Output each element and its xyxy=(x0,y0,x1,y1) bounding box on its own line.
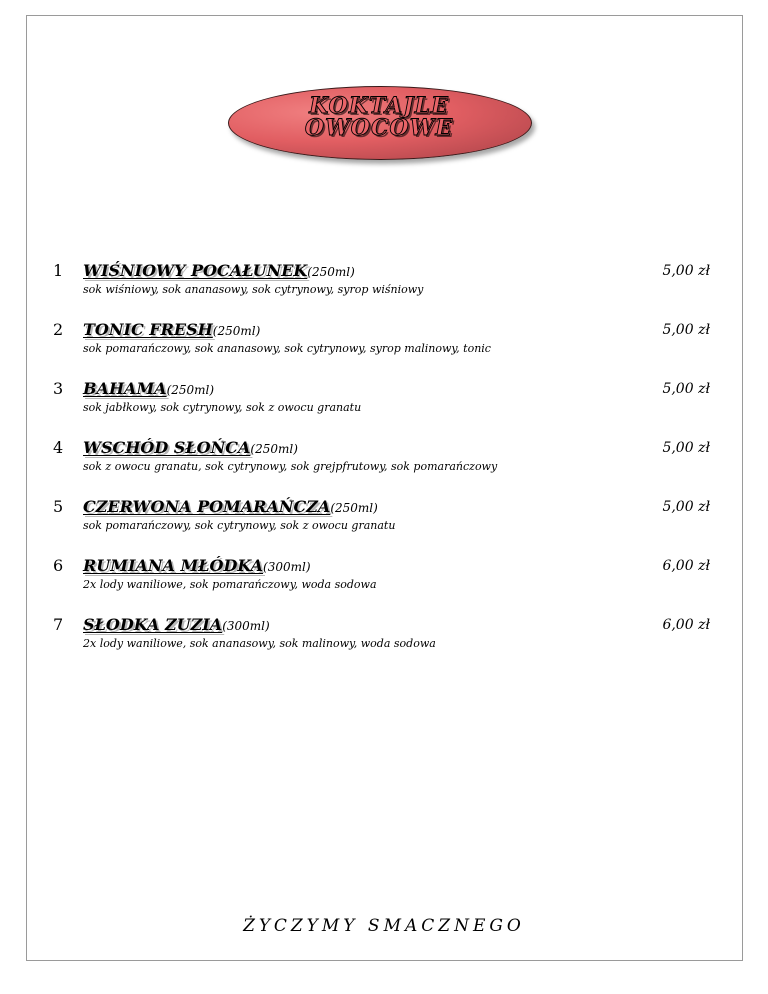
item-volume: (250ml) xyxy=(330,501,378,515)
item-volume: (250ml) xyxy=(250,442,298,456)
item-name-line xyxy=(83,379,214,400)
item-price: 5,00 zł xyxy=(662,322,710,338)
item-name: BAHAMA xyxy=(83,379,167,398)
item-name: CZERWONA POMARAŃCZA xyxy=(83,497,331,516)
item-description: sok wiśniowy, sok ananasowy, sok cytrynowy, syrop wiśniowy xyxy=(83,283,424,296)
item-name: WSCHÓD SŁOŃCA xyxy=(83,438,251,457)
footer-wish: ŻYCZYMY SMACZNEGO xyxy=(243,916,525,936)
menu-title xyxy=(228,95,530,139)
title-line-1: KOKTAJLE xyxy=(309,93,449,119)
item-volume: (250ml) xyxy=(166,383,215,397)
item-number: 4 xyxy=(53,438,64,457)
item-description: 2x lody waniliowe, sok ananasowy, sok malinowy, woda sodowa xyxy=(83,637,436,650)
item-name-line xyxy=(83,556,311,577)
item-description: sok z owocu granatu, sok cytrynowy, sok grejpfrutowy, sok pomarańczowy xyxy=(83,460,498,473)
item-name-line xyxy=(83,320,260,341)
item-name: RUMIANA MŁÓDKA xyxy=(83,556,264,575)
item-description: sok pomarańczowy, sok cytrynowy, sok z owocu granatu xyxy=(83,519,396,532)
menu-item xyxy=(0,320,768,370)
item-price: 5,00 zł xyxy=(662,440,710,456)
item-number: 1 xyxy=(53,261,64,280)
item-number: 5 xyxy=(53,497,64,516)
item-name-line xyxy=(83,438,298,459)
item-name: TONIC FRESH xyxy=(83,320,213,339)
menu-item xyxy=(0,615,768,665)
item-price: 5,00 zł xyxy=(662,381,710,397)
item-number: 7 xyxy=(53,615,64,634)
item-volume: (300ml) xyxy=(263,560,311,574)
menu-item xyxy=(0,379,768,429)
item-price: 5,00 zł xyxy=(662,499,710,515)
item-number: 3 xyxy=(53,379,64,398)
menu-item xyxy=(0,438,768,488)
title-line-2: OWOCOWE xyxy=(304,115,454,141)
item-price: 6,00 zł xyxy=(662,617,710,633)
menu-item xyxy=(0,497,768,547)
item-volume: (300ml) xyxy=(222,619,270,633)
item-name-line xyxy=(83,615,270,636)
item-name: SŁODKA ZUZIA xyxy=(83,615,223,634)
item-description: sok jabłkowy, sok cytrynowy, sok z owocu granatu xyxy=(83,401,362,414)
menu-item xyxy=(0,556,768,606)
item-name: WIŚNIOWY POCAŁUNEK xyxy=(83,261,308,280)
item-name-line xyxy=(83,497,378,518)
item-volume: (250ml) xyxy=(212,324,261,338)
item-volume: (250ml) xyxy=(307,265,355,279)
item-number: 6 xyxy=(53,556,64,575)
item-price: 6,00 zł xyxy=(662,558,710,574)
item-description: sok pomarańczowy, sok ananasowy, sok cytrynowy, syrop malinowy, tonic xyxy=(83,342,491,355)
menu-item xyxy=(0,261,768,311)
item-price: 5,00 zł xyxy=(662,263,710,279)
item-description: 2x lody waniliowe, sok pomarańczowy, woda sodowa xyxy=(83,578,377,591)
item-name-line xyxy=(83,261,355,282)
item-number: 2 xyxy=(53,320,64,339)
